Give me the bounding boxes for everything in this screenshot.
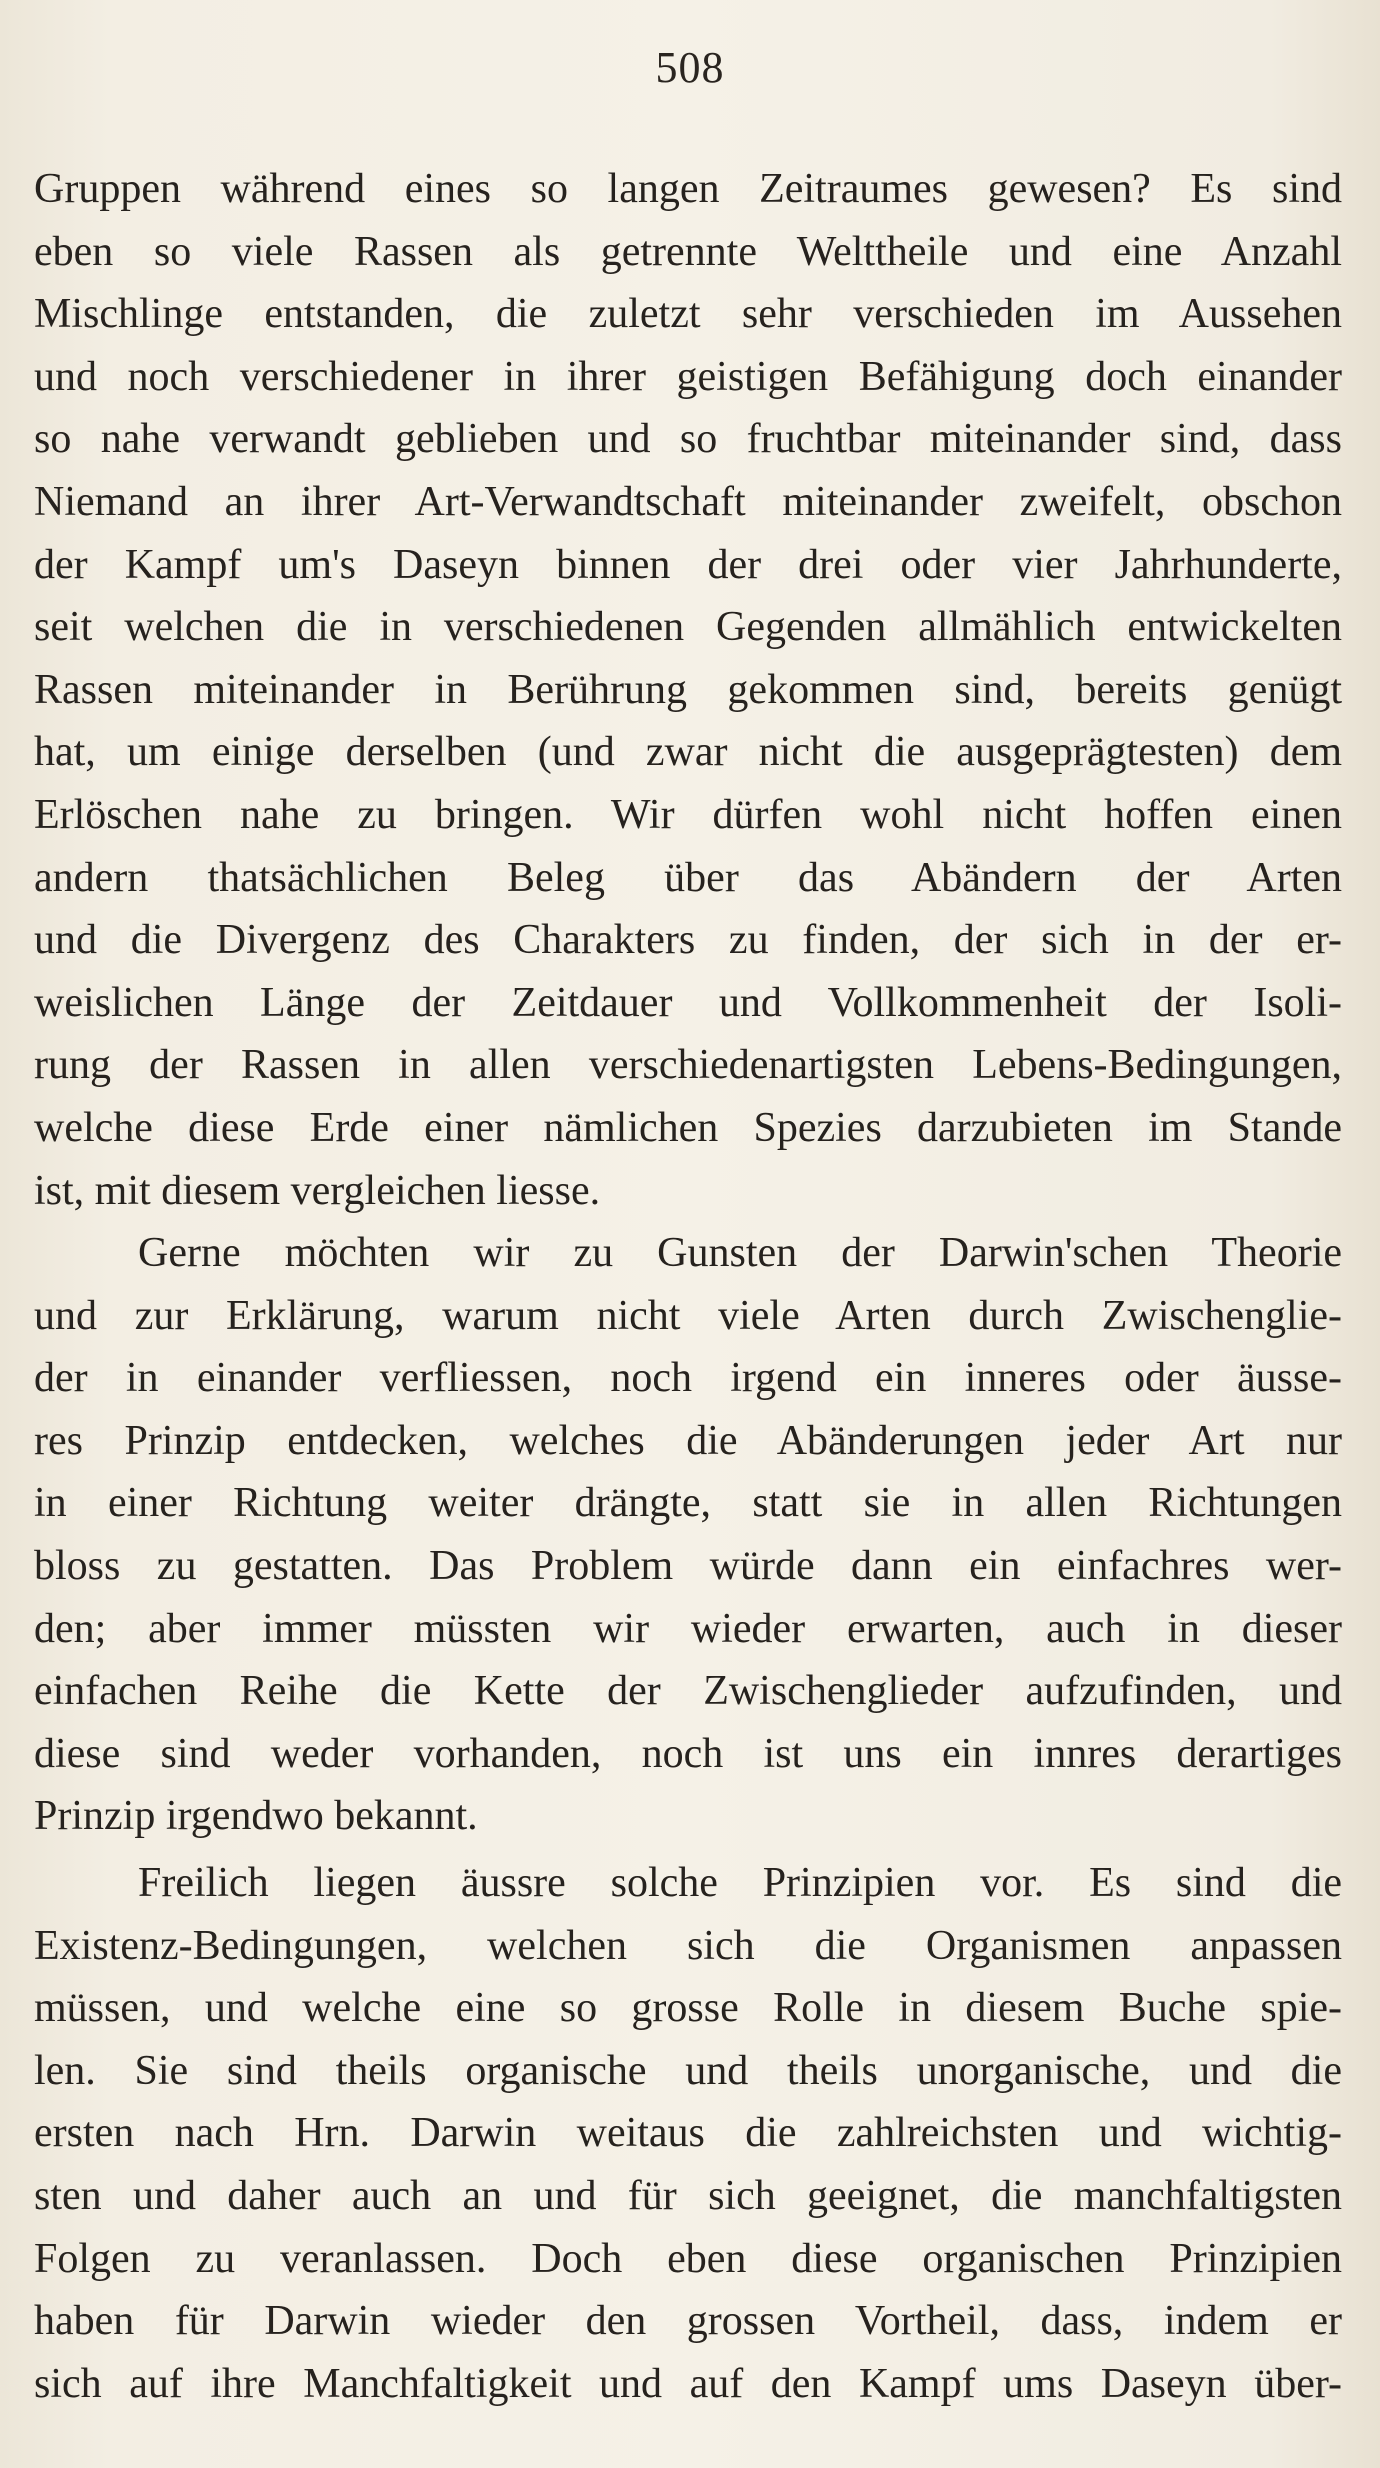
text-line: hat, um einige derselben (und zwar nicht die ausgeprägtesten) dem (34, 729, 1342, 776)
text-line: der in einander verfliessen, noch irgend ein inneres oder äusse- (34, 1355, 1342, 1402)
text-line: ersten nach Hrn. Darwin weitaus die zahlreichsten und wichtig- (34, 2110, 1342, 2157)
text-line: Existenz-Bedingungen, welchen sich die Organismen anpassen (34, 1922, 1342, 1969)
text-line: seit welchen die in verschiedenen Gegenden allmählich entwickelten (34, 604, 1342, 651)
text-line: Gruppen während eines so langen Zeitraumes gewesen? Es sind (34, 166, 1342, 212)
text-line: sich auf ihre Manchfaltigkeit und auf den Kampf ums Daseyn über- (34, 2360, 1342, 2407)
text-line: Erlöschen nahe zu bringen. Wir dürfen wohl nicht hoffen einen (34, 791, 1342, 838)
text-line: den; aber immer müssten wir wieder erwarten, auch in dieser (34, 1605, 1342, 1652)
text-line: welche diese Erde einer nämlichen Spezies darzubieten im Stande (34, 1104, 1342, 1151)
text-line: und zur Erklärung, warum nicht viele Arten durch Zwischenglie- (34, 1292, 1342, 1339)
text-line: diese sind weder vorhanden, noch ist uns ein innres derartiges (34, 1730, 1342, 1777)
text-line: Rassen miteinander in Berührung gekommen sind, bereits genügt (34, 666, 1342, 713)
text-line: bloss zu gestatten. Das Problem würde dann ein einfachres wer- (34, 1543, 1342, 1590)
text-line: und noch verschiedener in ihrer geistigen Befähigung doch einander (34, 353, 1342, 400)
text-line: eben so viele Rassen als getrennte Welttheile und eine Anzahl (34, 228, 1342, 275)
text-line: einfachen Reihe die Kette der Zwischenglieder aufzufinden, und (34, 1668, 1342, 1715)
text-line: andern thatsächlichen Beleg über das Abändern der Arten (34, 854, 1342, 901)
text-line: Freilich liegen äussre solche Prinzipien vor. Es sind die (138, 1860, 1342, 1907)
text-line: Prinzip irgendwo bekannt. (34, 1793, 478, 1840)
text-line: und die Divergenz des Charakters zu finden, der sich in der er- (34, 917, 1342, 964)
text-line: len. Sie sind theils organische und theils unorganische, und die (34, 2047, 1342, 2094)
text-line: Niemand an ihrer Art-Verwandtschaft miteinander zweifelt, obschon (34, 478, 1342, 525)
text-line: ist, mit diesem vergleichen liesse. (34, 1167, 601, 1214)
text-line: der Kampf um's Daseyn binnen der drei oder vier Jahrhunderte, (34, 541, 1342, 588)
page-number: 508 (655, 43, 725, 92)
text-line: rung der Rassen in allen verschiedenartigsten Lebens-Bedingungen, (34, 1042, 1342, 1089)
text-line: Folgen zu veranlassen. Doch eben diese organischen Prinzipien (34, 2235, 1342, 2282)
text-line: haben für Darwin wieder den grossen Vortheil, dass, indem er (34, 2298, 1342, 2345)
text-line: Mischlinge entstanden, die zuletzt sehr verschieden im Aussehen (34, 291, 1342, 338)
text-line: so nahe verwandt geblieben und so fruchtbar miteinander sind, dass (34, 416, 1342, 463)
text-line: müssen, und welche eine so grosse Rolle in diesem Buche spie- (34, 1985, 1342, 2032)
text-line: weislichen Länge der Zeitdauer und Vollkommenheit der Isoli- (34, 979, 1342, 1026)
text-line: Gerne möchten wir zu Gunsten der Darwin'schen Theorie (138, 1230, 1342, 1277)
text-line: res Prinzip entdecken, welches die Abänderungen jeder Art nur (34, 1417, 1342, 1464)
text-line: in einer Richtung weiter drängte, statt sie in allen Richtungen (34, 1480, 1342, 1527)
text-line: sten und daher auch an und für sich geeignet, die manchfaltigsten (34, 2173, 1342, 2219)
body-text (34, 158, 1342, 2415)
